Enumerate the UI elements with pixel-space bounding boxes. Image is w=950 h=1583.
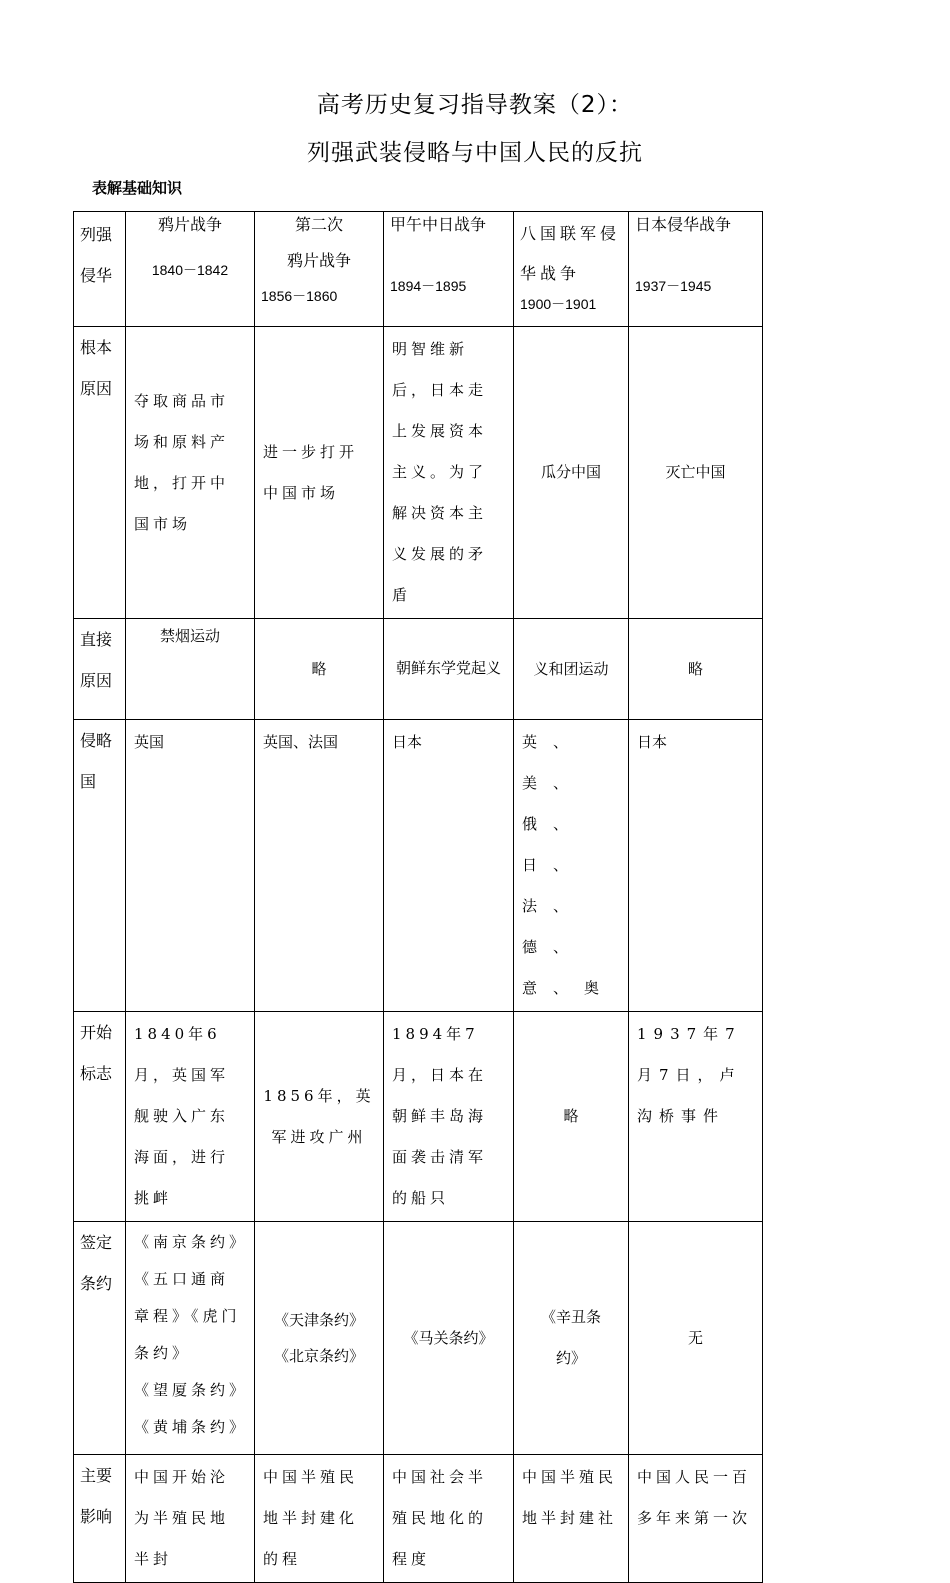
table-row-direct-cause xyxy=(74,619,763,720)
table-cell: 朝鲜东学党起义 xyxy=(384,619,514,720)
table-cell: 中国半殖民地半封建化的程 xyxy=(255,1455,384,1583)
row-label-root-cause: 根本原因 xyxy=(74,327,126,619)
war-years: 1856－1860 xyxy=(261,288,338,304)
table-cell: 《马关条约》 xyxy=(384,1222,514,1455)
table-row-impact xyxy=(74,1455,763,1583)
table-row-aggressors xyxy=(74,720,763,1012)
table-cell: 中国社会半殖民地化的程度 xyxy=(384,1455,514,1583)
treaty-name: 《南京条约》 xyxy=(134,1233,249,1251)
table-cell: 1937年7月7日，卢沟桥事件 xyxy=(629,1012,763,1222)
table-cell: 英国、法国 xyxy=(255,720,384,1012)
row-label-treaties: 签定条约 xyxy=(74,1222,126,1455)
table-row-header xyxy=(74,212,763,327)
table-cell: 无 xyxy=(629,1222,763,1455)
page-title: 高考历史复习指导教案（2）： xyxy=(316,92,634,118)
treaty-name: 《望厦条约》 xyxy=(134,1381,249,1399)
treaty-cell-second-opium xyxy=(255,1222,384,1455)
section-heading: 表解基础知识 xyxy=(92,179,183,197)
table-cell: 1856年，英军进攻广州 xyxy=(255,1012,384,1222)
war-cell-second-opium xyxy=(255,212,384,327)
table-cell: 英、美、俄、日、法、德、意、奥 xyxy=(514,720,629,1012)
table-row-start xyxy=(74,1012,763,1222)
table-row-root-cause xyxy=(74,327,763,619)
table-row-treaties xyxy=(74,1222,763,1455)
war-name: 鸦片战争 xyxy=(286,251,351,270)
table-cell: 略 xyxy=(255,619,384,720)
war-years: 1840－1842 xyxy=(151,262,229,278)
table-cell: 夺取商品市场和原料产地，打开中国市场 xyxy=(126,327,255,619)
war-name: 鸦片战争 xyxy=(157,215,222,234)
war-years: 1937－1945 xyxy=(635,278,712,294)
war-years: 1894－1895 xyxy=(390,278,467,294)
war-cell-sino-japanese xyxy=(384,212,514,327)
war-cell-opium xyxy=(126,212,255,327)
row-label-start: 开始标志 xyxy=(74,1012,126,1222)
war-cell-japanese-invasion xyxy=(629,212,763,327)
table-cell: 英国 xyxy=(126,720,255,1012)
war-name: 日本侵华战争 xyxy=(635,215,732,234)
treaty-cell-opium xyxy=(126,1222,255,1455)
war-name: 第二次 xyxy=(294,215,343,234)
table-cell: 1840年6月，英国军舰驶入广东海面，进行挑衅 xyxy=(126,1012,255,1222)
war-name: 甲午中日战争 xyxy=(390,215,487,234)
table-cell: 1894年7月，日本在朝鲜丰岛海面袭击清军的船只 xyxy=(384,1012,514,1222)
table-cell: 《辛丑条约》 xyxy=(514,1222,629,1455)
treaty-name: 《黄埔条约》 xyxy=(134,1418,249,1436)
table-cell: 进一步打开中国市场 xyxy=(255,327,384,619)
treaty-name: 《天津条约》 xyxy=(273,1311,364,1329)
table-cell: 中国开始沦为半殖民地半封 xyxy=(126,1455,255,1583)
row-label-invaders: 列强侵华 xyxy=(74,212,126,327)
row-label-direct-cause: 直接原因 xyxy=(74,619,126,720)
table-cell: 中国半殖民地半封建社 xyxy=(514,1455,629,1583)
table-cell: 日本 xyxy=(629,720,763,1012)
table-cell: 禁烟运动 xyxy=(126,619,255,720)
war-cell-eight-nation xyxy=(514,212,629,327)
treaty-name: 《五口通商章程》《虎门条约》 xyxy=(134,1270,241,1362)
history-table xyxy=(73,211,763,1583)
table-cell: 日本 xyxy=(384,720,514,1012)
table-cell: 略 xyxy=(629,619,763,720)
table-cell: 略 xyxy=(514,1012,629,1222)
table-cell: 瓜分中国 xyxy=(514,327,629,619)
table-cell: 义和团运动 xyxy=(514,619,629,720)
table-cell: 明智维新后，日本走上发展资本主义。为了解决资本主义发展的矛盾 xyxy=(384,327,514,619)
row-label-aggressors: 侵略国 xyxy=(74,720,126,1012)
war-years: 1900－1901 xyxy=(520,296,597,312)
treaty-name: 《北京条约》 xyxy=(273,1347,364,1365)
table-cell: 灭亡中国 xyxy=(629,327,763,619)
table-cell: 中国人民一百多年来第一次 xyxy=(629,1455,763,1583)
row-label-impact: 主要影响 xyxy=(74,1455,126,1583)
war-name: 八国联军侵华战争 xyxy=(520,224,621,283)
page-subtitle-title: 列强武装侵略与中国人民的反抗 xyxy=(307,140,643,166)
